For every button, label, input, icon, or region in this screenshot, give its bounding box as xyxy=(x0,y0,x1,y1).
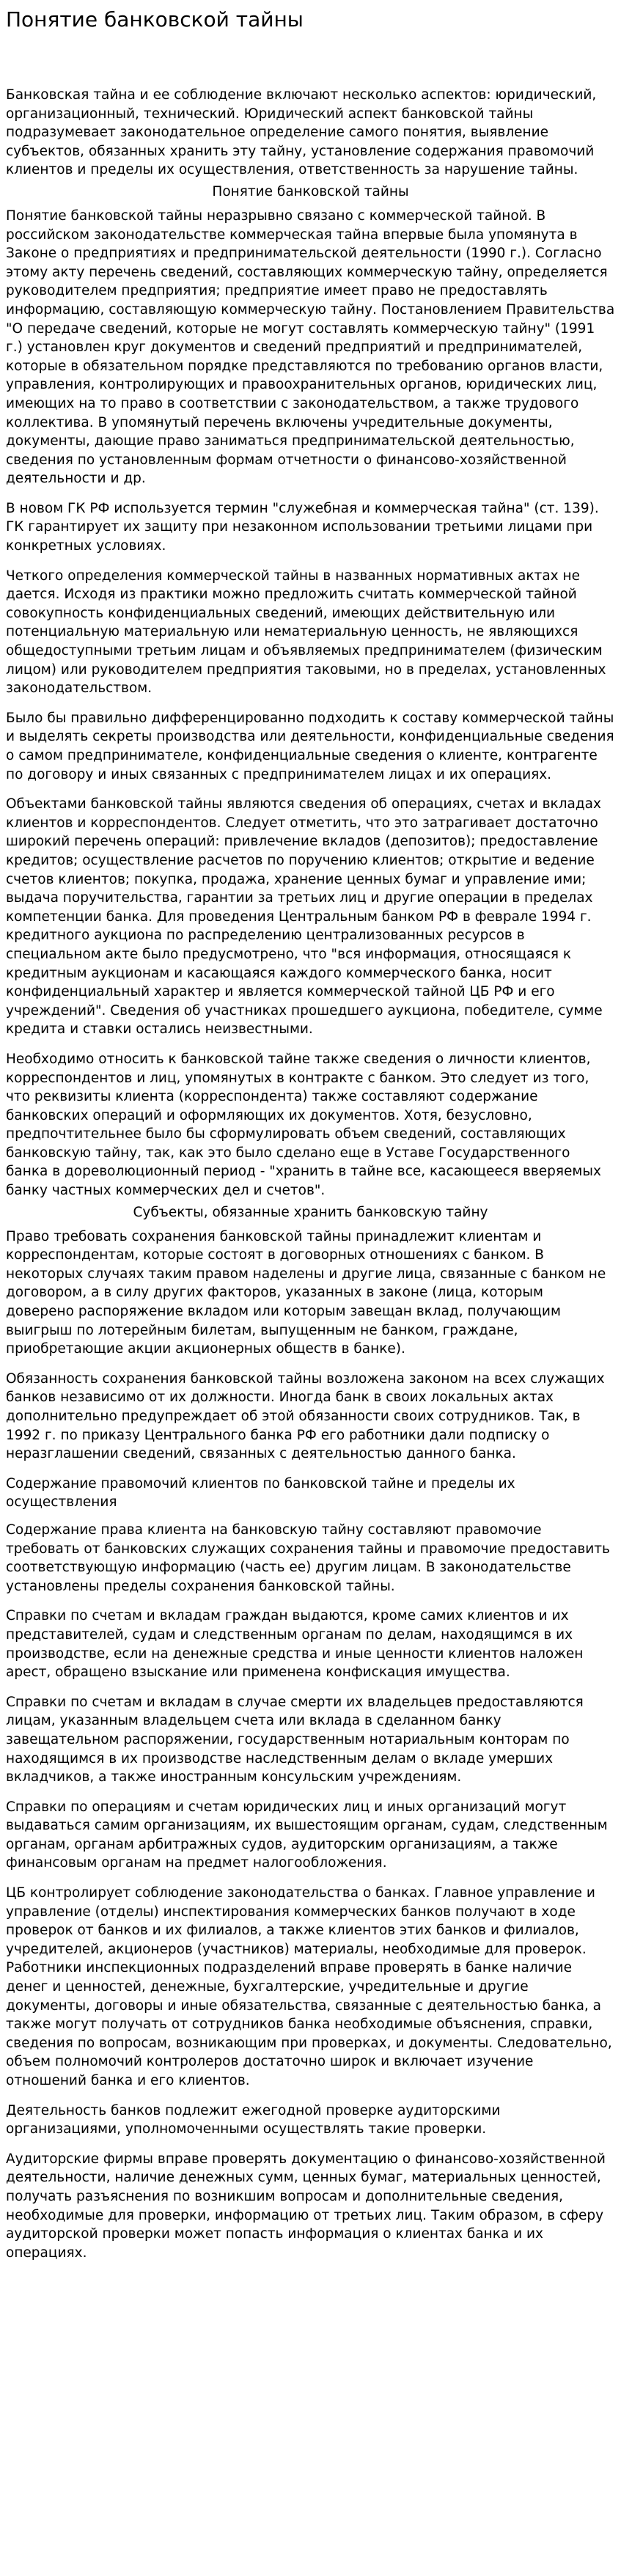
paragraph: Содержание права клиента на банковскую тайну составляют правомочие требовать от банковских служащих сохранения тайны и правомочие предоставить соответствующую информацию (часть ее) другим лицам. В законодательстве установлены пределы сохранения банковской тайны. xyxy=(6,1522,610,1594)
paragraph: Справки по счетам и вкладам граждан выдаются, кроме самих клиентов и их представителей, судам и следственным органам по делам, находящимся в их производстве, если на денежные средства и иные ценности клиентов наложен арест, обращено взыскание или применена конфискация имущества. xyxy=(6,1608,584,1681)
paragraph: Банковская тайна и ее соблюдение включают несколько аспектов: юридический, организационный, технический. Юридический аспект банковской тайны подразумевает законодательное определение самого понятия, выявление субъектов, обязанных хранить эту тайну, установление содержания правомочий клиентов и пределы их осуществления, ответственность за нарушение тайны. xyxy=(6,87,597,178)
paragraph: Понятие банковской тайны неразрывно связано с коммерческой тайной. В российском законодательстве коммерческая тайна впервые была упомянута в Законе о предприятиях и предпринимательской деятельности (1990 г.). Согласно этому акту перечень сведений, составляющих коммерческую тайну, определяется руководителем предприятия; предприятие имеет право не предоставлять информацию, составляющую коммерческую тайну. Постановлением Правительства "О передаче сведений, которые не могут составлять коммерческую тайну" (1991 г.) установлен круг документов и сведений предприятий и предпринимателей, которые в обязательном порядке представляются по требованию органов власти, управления, контролирующих и правоохранительных органов, юридических лиц, имеющих на то право в соответствии с законодательством, а также трудового коллектива. В упомянутый перечень включены учредительные документы, документы, дающие право заниматься предпринимательской деятельностью, сведения по установленным формам отчетности о финансово-хозяйственной деятельности и др. xyxy=(6,208,615,487)
paragraph: Справки по операциям и счетам юридических лиц и иных организаций могут выдаваться самим организациям, их вышестоящим органам, судам, следственным органам, органам арбитражных судов, аудиторским организациям, а также финансовым органам на предмет налогообложения. xyxy=(6,1799,608,1871)
paragraph: Обязанность сохранения банковской тайны возложена законом на всех служащих банков независимо от их должности. Иногда банк в своих локальных актах дополнительно предупреждает об этой обязанности своих сотрудников. Так, в 1992 г. по приказу Центрального банка РФ его работники дали подписку о неразглашении сведений, связанных с деятельностью данного банка. xyxy=(6,1370,605,1462)
paragraph: Содержание правомочий клиентов по банковской тайне и пределы их осуществления xyxy=(6,1475,515,1511)
section-heading: Понятие банковской тайны xyxy=(212,183,409,199)
paragraph: ЦБ контролирует соблюдение законодательства о банках. Главное управление и управление (отделы) инспектирования коммерческих банков получают в ходе проверок от банков и их филиалов, а также клиентов этих банков и филиалов, учредителей, акционеров (участников) материалы, необходимые для проверок. Работники инспекционных подразделений вправе проверять в банке наличие денег и ценностей, денежные, бухгалтерские, учредительные и другие документы, договоры и иные обязательства, связанные с деятельностью банка, а также могут получать от сотрудников банка необходимые объяснения, справки, сведения по вопросам, возникающим при проверках, и документы. Следовательно, объем полномочий контролеров достаточно широк и включает изучение отношений банка и его клиентов. xyxy=(6,1885,612,2088)
section-heading: Субъекты, обязанные хранить банковскую тайну xyxy=(133,1204,488,1220)
paragraph: Необходимо относить к банковской тайне также сведения о личности клиентов, корреспондентов и лиц, упомянутых в контракте с банком. Это следует из того, что реквизиты клиента (корреспондента) также составляют содержание банковских операций и оформляющих их документов. Хотя, безусловно, предпочтительнее было бы сформулировать объем сведений, составляющих банковскую тайну, так, как это было сделано еще в Уставе Государственного банка в дореволюционный период - "хранить в тайне все, касающееся вверяемых банку частных коммерческих дел и счетов". xyxy=(6,1051,601,1199)
paragraph: Четкого определения коммерческой тайны в названных нормативных актах не дается. Исходя из практики можно предложить считать коммерческой тайной совокупность конфиденциальных сведений, имеющих действительную или потенциальную материальную или нематериальную ценность, не являющихся общедоступными третьим лицам и объявляемых предпринимателем (физическим лицом) или руководителем предприятия таковыми, но в пределах, установленных законодательством. xyxy=(6,568,606,697)
paragraph: Аудиторские фирмы вправе проверять документацию о финансово-хозяйственной деятельности, наличие денежных сумм, ценных бумаг, материальных ценностей, получать разъяснения по возникшим вопросам и дополнительные сведения, необходимые для проверки, информацию от третьих лиц. Таким образом, в сферу аудиторской проверки может попасть информация о клиентах банка и их операциях. xyxy=(6,2151,606,2261)
paragraph: Было бы правильно дифференцированно подходить к составу коммерческой тайны и выделять секреты производства или деятельности, конфиденциальные сведения о самом предпринимателе, конфиденциальные сведения о клиенте, контрагенте по договору и иных связанных с предпринимателем лицах и их операциях. xyxy=(6,710,614,782)
article-body xyxy=(6,86,615,2262)
paragraph: Деятельность банков подлежит ежегодной проверке аудиторскими организациями, уполномоченными осуществлять такие проверки. xyxy=(6,2102,501,2138)
paragraph: Объектами банковской тайны являются сведения об операциях, счетах и вкладах клиентов и корреспондентов. Следует отметить, что это затрагивает достаточно широкий перечень операций: привлечение вкладов (депозитов); предоставление кредитов; осуществление расчетов по поручению клиентов; открытие и ведение счетов клиентов; покупка, продажа, хранение ценных бумаг и управление ими; выдача поручительства, гарантии за третьих лиц и другие операции в пределах компетенции банка. Для проведения Центральным банком РФ в феврале 1994 г. кредитного аукциона по распределению централизованных ресурсов в специальном акте было предусмотрено, что "вся информация, относящаяся к кредитным аукционам и касающаяся каждого коммерческого банка, носит конфиденциальный характер и является коммерческой тайной ЦБ РФ и его учреждений". Сведения об участниках прошедшего аукциона, победителе, сумме кредита и ставки остались неизвестными. xyxy=(6,796,603,1038)
paragraph: В новом ГК РФ используется термин "служебная и коммерческая тайна" (ст. 139). ГК гарантирует их защиту при незаконном использовании третьими лицами при конкретных условиях. xyxy=(6,500,599,554)
paragraph: Справки по счетам и вкладам в случае смерти их владельцев предоставляются лицам, указанным владельцем счета или вклада в сделанном банку завещательном распоряжении, государственным нотариальным конторам по находящимся в их производстве наследственным делам о вкладе умерших вкладчиков, а также иностранным консульским учреждениям. xyxy=(6,1694,584,1786)
page-title: Понятие банковской тайны xyxy=(6,7,304,32)
paragraph: Право требовать сохранения банковской тайны принадлежит клиентам и корреспондентам, которые состоят в договорных отношениях с банком. В некоторых случаях таким правом наделены и другие лица, связанные с банком не договором, а в силу других факторов, указанных в законе (лица, которым доверено распоряжение вкладом или которым завещан вклад, получающим выигрыш по лотерейным билетам, выпущенным не банком, граждане, приобретающие акции акционерных обществ в банке). xyxy=(6,1228,606,1357)
